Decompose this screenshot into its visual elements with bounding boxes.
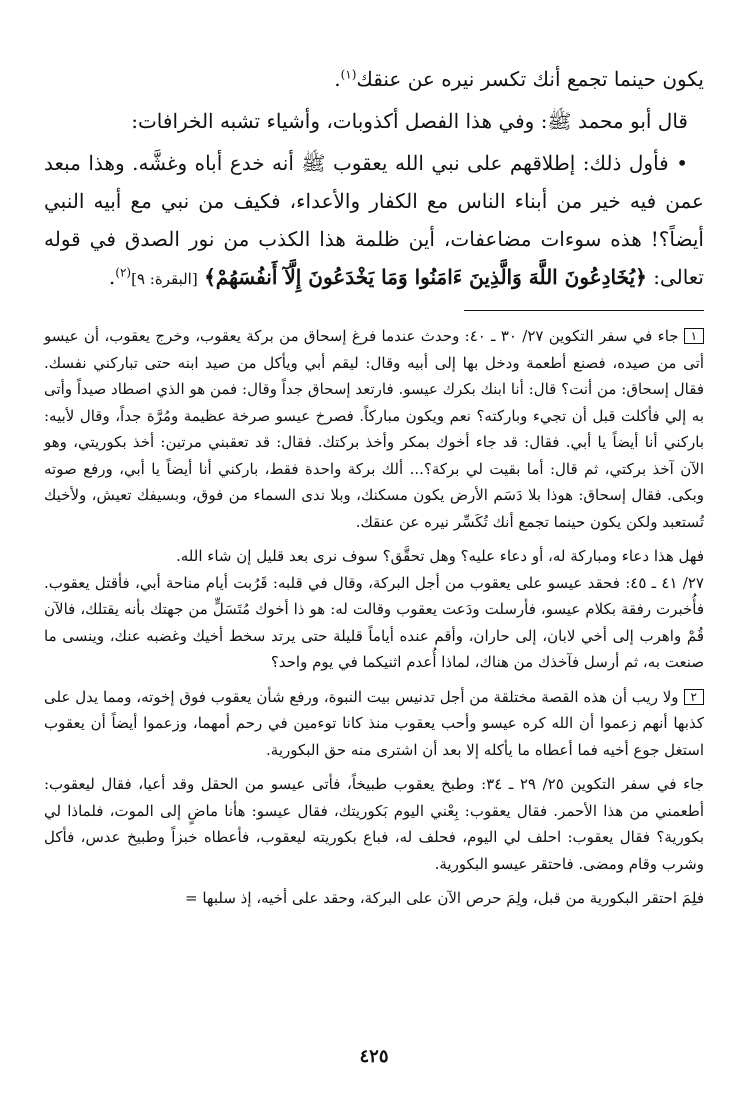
- verse-reference: [البقرة: ٩]: [131, 270, 198, 288]
- footnote-2: ٢ولا ريب أن هذه القصة مختلقة من أجل تدنيس بيت النبوة، ورفع شأن يعقوب فوق إخوته، ومما يدل على كذبها أنهم زعموا أن الله كره عيسو وأحب يعقوب منذ كانا توءمين في رحم أمهما، وزعموا أيضاً أن يعقوب استغل جوع أخيه فما أعطاه ما يأكله إلا بعد أن اشترى منه حق البكورية.: [44, 687, 704, 759]
- footnote-number-2: ٢: [684, 689, 704, 705]
- page-number: ٤٢٥: [359, 1046, 389, 1067]
- paragraph-1: يكون حينما تجمع أنك تكسر نيره عن عنقك$^{(١)}$.: [334, 67, 704, 91]
- footnote-divider: [464, 310, 704, 311]
- quran-verse: ﴿يُخَادِعُونَ اللَّهَ وَالَّذِينَ ءَامَنُوا وَمَا يَخْدَعُونَ إِلَّآ أَنفُسَهُمْ﴾: [204, 265, 647, 289]
- footnote-1-continuation-b: ٢٧/ ٤١ ـ ٤٥: فحقد عيسو على يعقوب من أجل البركة، وقال في قلبه: قَرُبت أيام مناحة أبي، فأقتل يعقوب. فأُخبرت رفقة بكلام عيسو، فأرسلت ودَعت يعقوب وقالت له: هو ذا أخوك مُتَسَلٍّ من جهتك بأنه يقتلك، فالآن قُمْ واهرب إلى أخي لابان، إلى حاران، وأقم عنده أياماً قليلة حتى يرتد سخط أخيك وغضبه عنك، وينسى ما صنعت به، ثم أرسل فآخذك من هناك، لماذا أُعدم اثنيكما في يوم واحد؟: [44, 573, 704, 671]
- paragraph-2: قال أبو محمد ﷺ: وفي هذا الفصل أكذوبات، وأشياء تشبه الخرافات:: [131, 109, 688, 133]
- footnote-1-continuation-a: فهل هذا دعاء ومباركة له، أو دعاء عليه؟ وهل تحقَّق؟ سوف نرى بعد قليل إن شاء الله.: [176, 547, 704, 565]
- footnotes: [44, 323, 704, 912]
- paragraph-3: • فأول ذلك: إطلاقهم على نبي الله يعقوب ﷺ أنه خدع أباه وغشَّه. وهذا مبعد عمن فيه خير من أبناء الناس مع الكفار والأعداء، فكيف من نبي مع أبيه النبي أيضاً؟! هذه سوءات مضاعفات، أين ظلمة هذا الكذب من نور الصدق في قوله تعالى: ﴿يُخَادِعُونَ اللَّهَ وَالَّذِينَ ءَامَنُوا وَمَا يَخْدَعُونَ إِلَّآ أَنفُسَهُمْ﴾ [البقرة: ٩]$^{(٢)}$.: [44, 151, 704, 289]
- footnote-number-1: ١: [684, 328, 704, 344]
- footnote-marker-2[interactable]: (٢): [115, 265, 132, 280]
- footnote-2-continuation-a: جاء في سفر التكوين ٢٥/ ٢٩ ـ ٣٤: وطبخ يعقوب طبيخاً، فأتى عيسو من الحقل وقد أعيا، فقال ليعقوب: أطعمني من هذا الأحمر. فقال يعقوب: بِعْني اليوم بَكوريتك، فقال عيسو: هأنا ماضٍ إلى الموت، فلماذا لي بكورية؟ فقال يعقوب: احلف لي اليوم، فحلف له، فباع بكوريته ليعقوب، فأعطاه خبزاً وطبيخ عدس، فأكل وشرب وقام ومضى. فاحتقر عيسو البكورية.: [44, 775, 705, 873]
- footnote-1: ١جاء في سفر التكوين ٢٧/ ٣٠ ـ ٤٠: وحدث عندما فرغ إسحاق من بركة يعقوب، وخرج يعقوب، أن عيسو أتى من صيده، فصنع أطعمة ودخل بها إلى أبيه وقال: ليقم أبي ويأكل من صيد ابنه حتى تباركني نفسك. فقال إسحاق: من أنت؟ قال: أنا ابنك بكرك عيسو. فارتعد إسحاق جداً وقال: فمن هو الذي اصطاد صيداً وأتى به إلي فأكلت قبل أن تجيء وباركته؟ نعم ويكون مباركاً. فصرخ عيسو صرخة عظيمة ومُرَّة جداً، وقال لأبيه: باركني أنا أيضاً يا أبي. فقال: قد جاء أخوك بمكر وأخذ بركتك. فقال: قد تعقبني مرتين: أخذ بكوريتي، وهو الآن آخذ بركتي، ثم قال: أما بقيت لي بركة؟... ألك بركة واحدة فقط، باركني أنا أيضاً يا أبي، ورفع صوته وبكى. فقال إسحاق: هوذا بلا دَسَم الأرض يكون مسكنك، وبلا ندى السماء من فوق، وبسيفك تعيش، ولأخيك تُستعبد ولكن يكون حينما تجمع أنك تُكَسِّر نيره عن عنقك.: [44, 327, 704, 531]
- main-text: [44, 60, 704, 298]
- footnote-marker-1[interactable]: (١): [340, 67, 357, 82]
- footnote-2-continuation-b: فلِمَ احتقر البكورية من قبل، ولِمَ حرص الآن على البركة، وحقد على أخيه، إذ سلبها =: [185, 889, 704, 907]
